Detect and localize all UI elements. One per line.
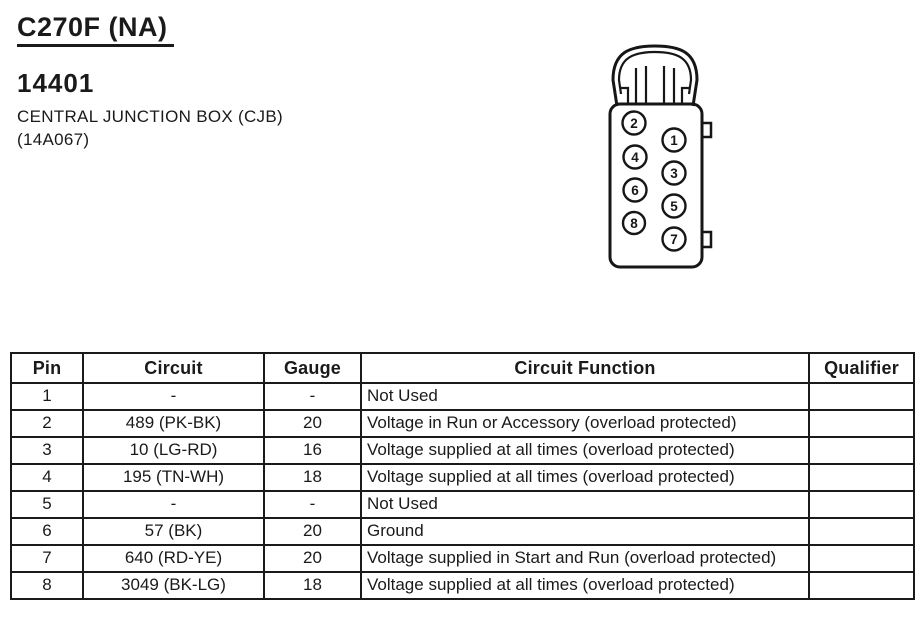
col-header-circuit: Circuit [83, 353, 264, 383]
part-number: 14401 [17, 68, 95, 98]
connector-pin-6 [624, 179, 647, 202]
pinout-table [10, 352, 915, 600]
function-cell: Voltage supplied at all times (overload protected) [361, 437, 809, 464]
col-header-pin: Pin [11, 353, 83, 383]
doc-header [17, 12, 283, 150]
qualifier-cell [809, 572, 914, 599]
circuit-cell: 489 (PK-BK) [83, 410, 264, 437]
circuit-cell: 640 (RD-YE) [83, 545, 264, 572]
pin-cell: 6 [11, 518, 83, 545]
circuit-cell: - [83, 383, 264, 410]
pin-cell: 7 [11, 545, 83, 572]
table-row [11, 464, 914, 491]
connector-id: C270F (NA) [17, 12, 174, 47]
function-cell: Not Used [361, 383, 809, 410]
connector-pin-2 [623, 112, 646, 135]
gauge-cell: 18 [264, 464, 361, 491]
circuit-cell: 57 (BK) [83, 518, 264, 545]
pin-number: 8 [630, 216, 638, 231]
col-header-gauge: Gauge [264, 353, 361, 383]
table-header-row [11, 353, 914, 383]
circuit-cell: 195 (TN-WH) [83, 464, 264, 491]
gauge-cell: - [264, 491, 361, 518]
table-row [11, 437, 914, 464]
qualifier-cell [809, 410, 914, 437]
col-header-function: Circuit Function [361, 353, 809, 383]
function-cell: Voltage supplied at all times (overload protected) [361, 572, 809, 599]
connector-pin-1 [663, 129, 686, 152]
gauge-cell: 16 [264, 437, 361, 464]
table-row [11, 572, 914, 599]
component-code: (14A067) [17, 130, 90, 149]
connector-pin-8 [623, 212, 645, 234]
pin-cell: 2 [11, 410, 83, 437]
component-name: CENTRAL JUNCTION BOX (CJB) [17, 107, 283, 126]
connector-diagram [588, 42, 722, 278]
function-cell: Not Used [361, 491, 809, 518]
qualifier-cell [809, 383, 914, 410]
circuit-cell: 3049 (BK-LG) [83, 572, 264, 599]
connector-pin-7 [663, 228, 686, 251]
function-cell: Voltage in Run or Accessory (overload protected) [361, 410, 809, 437]
pin-cell: 3 [11, 437, 83, 464]
function-cell: Voltage supplied in Start and Run (overload protected) [361, 545, 809, 572]
qualifier-cell [809, 518, 914, 545]
gauge-cell: 20 [264, 410, 361, 437]
pin-number: 5 [670, 199, 678, 214]
pin-number: 6 [631, 183, 639, 198]
qualifier-cell [809, 437, 914, 464]
pin-number: 1 [670, 133, 678, 148]
function-cell: Ground [361, 518, 809, 545]
qualifier-cell [809, 464, 914, 491]
pin-cell: 8 [11, 572, 83, 599]
connector-pin-4 [624, 146, 647, 169]
function-cell: Voltage supplied at all times (overload protected) [361, 464, 809, 491]
table-row [11, 491, 914, 518]
connector-latch-icon [613, 46, 697, 106]
pin-number: 4 [631, 150, 639, 165]
pin-number: 3 [670, 166, 678, 181]
pin-number: 2 [630, 116, 638, 131]
table-row [11, 410, 914, 437]
gauge-cell: 20 [264, 545, 361, 572]
col-header-qualifier: Qualifier [809, 353, 914, 383]
pin-cell: 4 [11, 464, 83, 491]
circuit-cell: 10 (LG-RD) [83, 437, 264, 464]
connector-pin-3 [663, 162, 686, 185]
table-row [11, 383, 914, 410]
pin-cell: 5 [11, 491, 83, 518]
gauge-cell: 20 [264, 518, 361, 545]
gauge-cell: - [264, 383, 361, 410]
connector-pin-5 [663, 195, 686, 218]
table-row [11, 518, 914, 545]
qualifier-cell [809, 491, 914, 518]
qualifier-cell [809, 545, 914, 572]
circuit-cell: - [83, 491, 264, 518]
gauge-cell: 18 [264, 572, 361, 599]
table-row [11, 545, 914, 572]
pin-cell: 1 [11, 383, 83, 410]
pin-number: 7 [670, 232, 678, 247]
